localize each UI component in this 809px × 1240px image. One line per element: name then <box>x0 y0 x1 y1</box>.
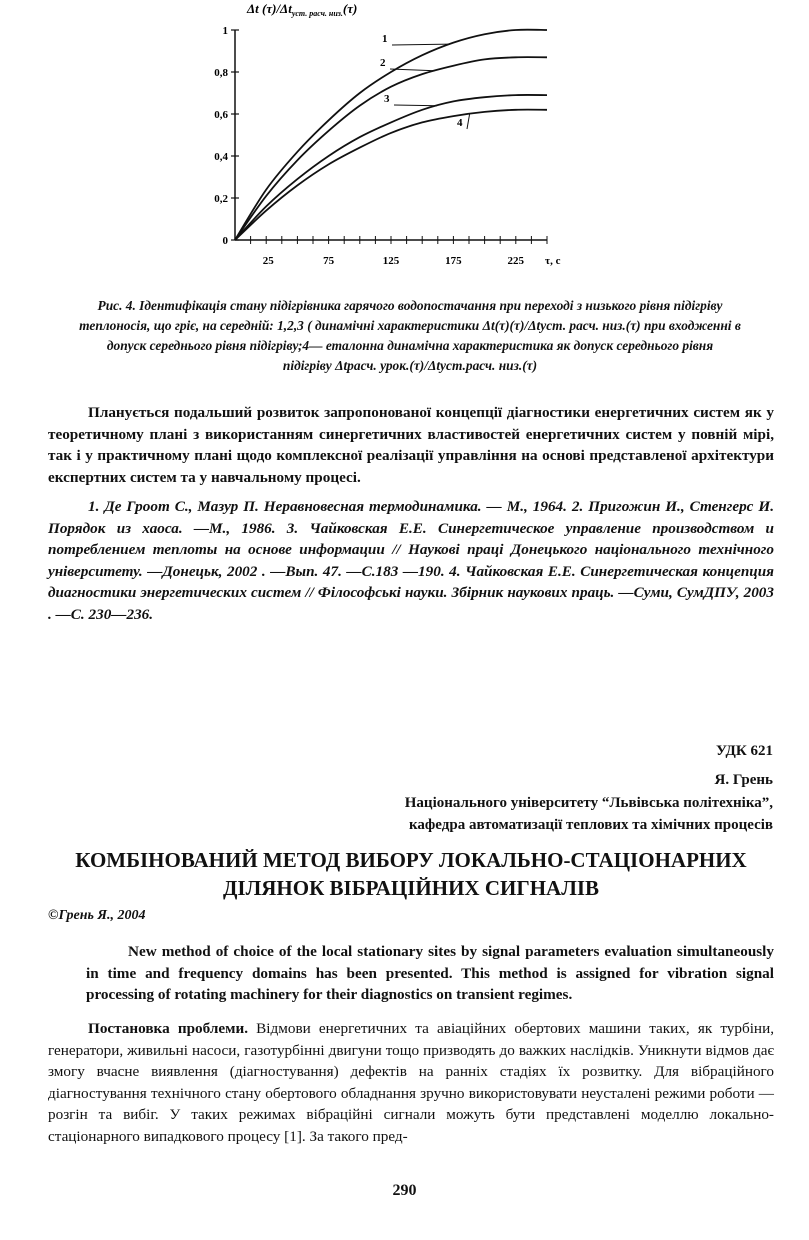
chart-y-label: Δt $(\tau)/\Delta t_{уст. расч. низ.}(\tau)$ <box>247 1 358 18</box>
series-leader-1 <box>392 44 450 45</box>
y-tick-label: 0 <box>222 235 228 247</box>
abstract <box>86 941 774 1006</box>
y-tick-label: 1 <box>222 25 228 37</box>
series-line-3 <box>235 95 547 240</box>
series-leader-4 <box>467 114 470 129</box>
caption-line: допуск середнього рівня підігріву;4— еталонна динамічна характеристика як допуск середнього рівня <box>106 338 714 353</box>
series-leader-3 <box>394 105 437 106</box>
references <box>48 496 774 625</box>
author-name: Я. Грень <box>714 772 773 788</box>
x-tick-label: 125 <box>382 255 400 267</box>
y-tick-label: 0,6 <box>214 109 228 121</box>
section-text: Відмови енергетичних та авіаційних обертових машини таких, як турбіни, генератори, живильні насоси, газотурбінні двигуни тощо призводять до важких наслідків. Уникнути відмов дає змогу вчасне виявлення (діагностування) дефектів на ранніх стадіях їх розвитку. Для вібраційного діагностування технічного стану обертового обладнання зручно використовувати неусталені режими роботи — розгін та вибіг. У таких режимах вібраційні сигнали можуть бути представлені моделлю локально-стаціонарного випадкового процесу [1]. За такого пред- <box>48 1020 774 1145</box>
section-heading: Постановка проблеми. <box>88 1020 248 1037</box>
caption-line: підігріву Δtрасч. урок.(τ)/Δtуст.расч. низ.(τ) <box>282 358 538 373</box>
x-tick-label: 75 <box>323 255 335 267</box>
response-chart <box>205 0 585 275</box>
section-paragraph <box>48 1018 774 1147</box>
series-leader-2 <box>390 69 435 71</box>
x-tick-label: 175 <box>445 255 462 267</box>
y-tick-label: 0,4 <box>214 151 228 163</box>
x-axis-label: τ, с <box>545 255 561 267</box>
copyright: ©Грень Я., 2004 <box>48 908 146 923</box>
series-line-4 <box>235 110 547 240</box>
udk-code: УДК 621 <box>716 743 773 759</box>
chart-series <box>235 30 547 240</box>
title-line: ДІЛЯНОК ВІБРАЦІЙНИХ СИГНАЛІВ <box>222 876 600 900</box>
page-number: 290 <box>392 1182 417 1199</box>
series-line-1 <box>235 30 547 240</box>
body-paragraph <box>48 402 774 488</box>
chart-axes <box>214 25 560 267</box>
author-affiliation <box>405 792 773 836</box>
x-tick-label: 25 <box>262 255 274 267</box>
y-tick-label: 0,2 <box>214 193 228 205</box>
series-label-2: 2 <box>380 57 386 69</box>
body-text: Планується подальший розвиток запропонованої концепції діагностики енергетичних систем як у теоретичному плані з використанням синергетичних властивостей енергетичних систем у повній мірі, так і у практичному плані щодо комплексної реалізації управління на основі представленої архітектури експертних систем та у навчальному процесі. <box>48 404 774 486</box>
references-text: 1. Де Гроот С., Мазур П. Неравновесная термодинамика. — М., 1964. 2. Пригожин И., Стенгерс И. Порядок из хаоса. —М., 1986. 3. Чайковская Е.Е. Синергетическое управление производством и потреблением теплоты на основе информации // Наукові праці Донецького національного технічного університету. —Донецьк, 2002 . —Вып. 47. —С.183 —190. 4. Чайковская Е.Е. Синергетическая концепция диагностики энергетических систем // Філософські науки. Збірник наукових праць. —Суми, СумДПУ, 2003 . —С. 230—236. <box>48 498 774 623</box>
caption-line: Рис. 4. Ідентифікація стану підігрівника гарячого водопостачання при переході з низького рівня підігріву <box>97 298 723 313</box>
article-title <box>48 846 774 902</box>
figure-caption <box>60 296 760 376</box>
abstract-text: New method of choice of the local stationary sites by signal parameters evaluation simultaneously in time and frequency domains has been presented. This method is assigned for vibration signal processing of rotating machinery for their diagnostics on transient regimes. <box>86 943 774 1003</box>
series-label-3: 3 <box>384 93 390 105</box>
y-tick-label: 0,8 <box>214 67 228 79</box>
chart-series-labels <box>380 33 470 129</box>
series-line-2 <box>235 57 547 240</box>
x-tick-label: 225 <box>507 255 525 267</box>
caption-line: теплоносія, що гріє, на середній: 1,2,3 ( динамічні характеристики Δt(τ)(τ)/Δtуст. расч. низ.(τ) при входженні в <box>79 318 741 333</box>
series-label-4: 4 <box>457 117 463 129</box>
series-label-1: 1 <box>382 33 388 45</box>
title-line: КОМБІНОВАНИЙ МЕТОД ВИБОРУ ЛОКАЛЬНО-СТАЦІОНАРНИХ <box>75 848 747 872</box>
affiliation-line: кафедра автоматизації теплових та хімічних процесів <box>409 817 773 833</box>
affiliation-line: Національного університету “Львівська політехніка”, <box>404 795 773 811</box>
